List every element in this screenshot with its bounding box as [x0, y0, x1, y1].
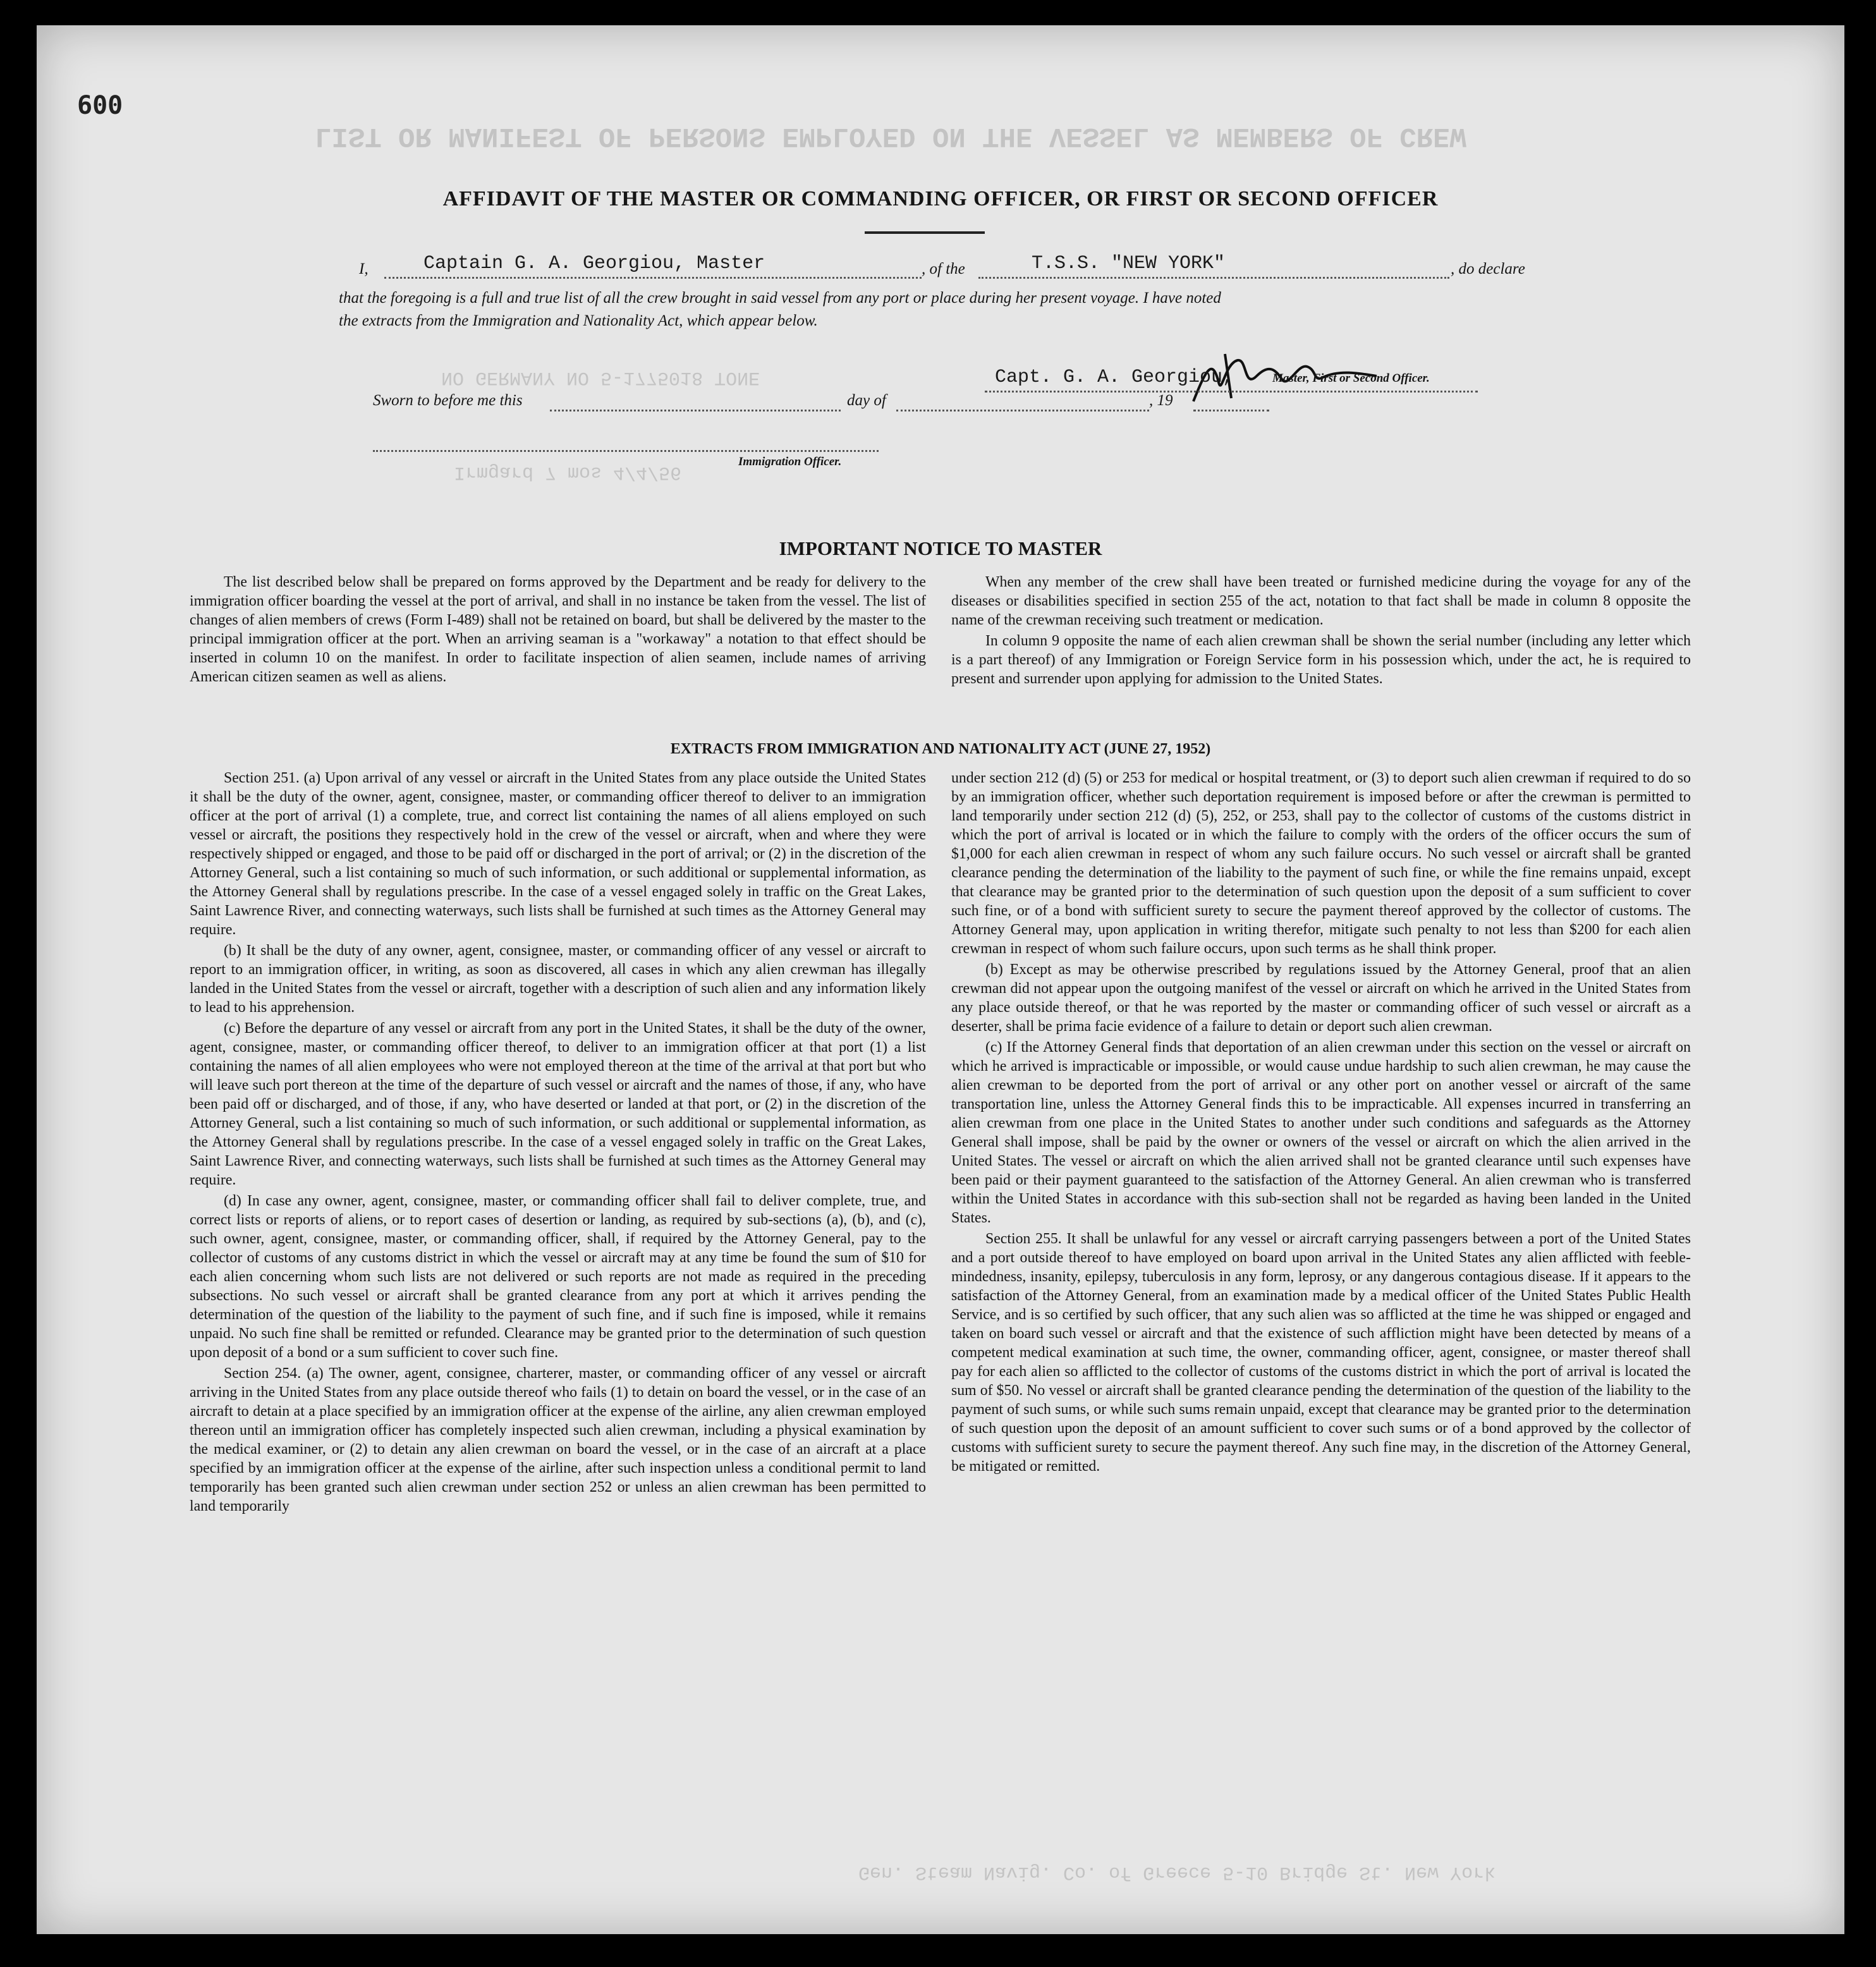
signature-line — [985, 391, 1478, 393]
sworn-day-line — [550, 410, 841, 411]
extracts-right-column — [951, 769, 1691, 1478]
extract-section-251d: (d) In case any owner, agent, consignee, master, or commanding officer shall fail to deliver complete, true, and correct lists or reports of aliens, or to report cases of desertion or landing, as required by sub-sections (a), (b), and (c), such owner, agent, consignee, master, or commanding officer, shall, if required by the Attorney General, pay to the collector of customs of any customs district in which the vessel or aircraft may at any time be found the sum of $10 for each alien concerning whom such lists are not delivered or such reports are not made as required in the preceding subsections. No such vessel or aircraft shall be granted clearance from any port at which it arrives pending the determination of the question of the liability to the payment of such fine, and if such fine is imposed, while it remains unpaid. No such fine shall be remitted or refunded. Clearance may be granted prior to the determination of such question upon deposit of a bond or a sum sufficient to cover such fine. — [190, 1193, 926, 1361]
day-of-label: day of — [847, 392, 886, 409]
declarant-name: Captain G. A. Georgiou, Master — [423, 253, 765, 274]
vessel-line — [978, 277, 1449, 279]
page-stamp-number: 600 — [77, 91, 123, 120]
extract-section-254b: (b) Except as may be otherwise prescribed by regulations issued by the Attorney General, proof that an alien crewman did not appear upon the outgoing manifest of the vessel or aircraft on which he arrived in the United States from any place outside thereof, or that he was reported by the master or commanding officer of such vessel or aircraft as a deserter, shall be prima facie evidence of a failure to detain or deport such alien crewman. — [951, 961, 1691, 1035]
extract-section-254a-cont: under section 212 (d) (5) or 253 for medical or hospital treatment, or (3) to deport such alien crewman if required to do so by an immigration officer, whether such deportation requirement is imposed before or after the crewman is permitted to land temporarily under section 212 (d) (5), 252, or 253, shall pay to the collector of customs of the customs district in which the port of arrival is located or in which the failure to comply with the orders of the officer occurs the sum of $1,000 for each alien crewman in respect of whom any such failure occurs. No such vessel or aircraft shall be granted clearance pending the determination of the liability to the payment of such fine, or while the fine remains unpaid, except that clearance may be granted prior to the determination of such question upon the deposit of a sum sufficient to cover such fine, or of a bond with sufficient surety to secure the payment thereof approved by the collector of customs. The Attorney General may, upon application in writing therefor, mitigate such penalty to not less than $200 for each alien crewman in respect of whom such failure occurs, upon such terms as he shall think proper. — [951, 770, 1691, 957]
extract-section-254c: (c) If the Attorney General finds that deportation of an alien crewman under this section on the vessel or aircraft on which he arrived is impracticable or impossible, or would cause undue hardship to such alien crewman, he may cause the alien crewman to be deported from the port of arrival or any other port on another vessel or aircraft of the same transportation line, unless the Attorney General finds this to be impracticable. All expenses incurred in transferring an alien crewman from one place in the United States to another under such conditions and safeguards as the Attorney General shall impose, shall be paid by the owner or owners of the vessel or aircraft on which the alien arrived in the United States. The vessel or aircraft on which the alien arrived shall not be granted clearance until such expenses have been paid or their payment guaranteed to the satisfaction of the Attorney General. An alien crewman who is transferred within the United States in accordance with this sub-section shall not be regarded as having been landed in the United States. — [951, 1039, 1691, 1226]
notice-right-paragraph-2: In column 9 opposite the name of each alien crewman shall be shown the serial number (including any letter which is a part thereof) of any Immigration or Foreign Service form in his possession which, under the act, he is required to present and surrender upon applying for admission to the United States. — [951, 633, 1691, 687]
document-page — [37, 25, 1844, 1934]
extract-section-251c: (c) Before the departure of any vessel or aircraft from any port in the United States, it shall be the duty of the owner, agent, consignee, master, or commanding officer thereof, to deliver to an immigration officer at that port (1) a list containing the names of all alien employees who were not employed thereon at the time of the arrival at that port but who will leave such port thereon at the time of the departure of such vessel or aircraft and the names of those, if any, who have been paid off or discharged, and of those, if any, who have deserted or landed at that port, or (2) in the discretion of the Attorney General, such a list containing so much of such information, or such additional or supplemental information, as the Attorney General shall by regulations prescribe. In the case of a vessel engaged solely in traffic on the Great Lakes, Saint Lawrence River, and connecting waterways, such lists shall be furnished at such times as the Attorney General may require. — [190, 1020, 926, 1188]
notice-right-column — [951, 573, 1691, 690]
vessel-name: T.S.S. "NEW YORK" — [1032, 253, 1226, 274]
extract-section-255: Section 255. It shall be unlawful for any vessel or aircraft carrying passengers between a port of the United States and a port outside thereof to have employed on board upon arrival in the United States any alien afflicted with feeble-mindedness, insanity, epilepsy, tuberculosis in any form, leprosy, or any dangerous contagious disease. If it appears to the satisfaction of the Attorney General, from an examination made by a medical officer of the United States Public Health Service, and is so certified by such officer, that any such alien was so afflicted at the time he was shipped or engaged and taken on board such vessel or aircraft and that the existence of such affliction might have been detected by means of a competent medical examination at such time, the owner, commanding officer, agent, consignee, or master thereof shall pay for each alien so afflicted to the collector of customs of the customs district in which the port of arrival is located the sum of $50. No vessel or aircraft shall be granted clearance pending the determination of the question of the liability to the payment of such sums, or while such sums remain unpaid, except that clearance may be granted prior to the determination of such question upon the deposit of an amount sufficient to cover such sums or of a bond approved by the collector of customs with sufficient surety to secure the payment thereof. Any such fine may, in the discretion of the Attorney General, be mitigated or remitted. — [951, 1231, 1691, 1475]
notice-left-column — [190, 573, 926, 688]
extracts-title: EXTRACTS FROM IMMIGRATION AND NATIONALITY ACT (JUNE 27, 1952) — [670, 741, 1211, 757]
i-label: I, — [359, 260, 368, 277]
affidavit-title: AFFIDAVIT OF THE MASTER OR COMMANDING OFFICER, OR FIRST OR SECOND OFFICER — [442, 187, 1439, 210]
bleed-through-header: LIST OR MANIFEST OF PERSONS EMPLOYED ON THE VESSEL AS MEMBERS OF CREW — [315, 120, 1466, 152]
extract-section-251a: Section 251. (a) Upon arrival of any vessel or aircraft in the United States from any place outside the United States it shall be the duty of the owner, agent, consignee, master, or commanding officer thereof to deliver to an immigration officer at the port of arrival (1) a complete, true, and correct list containing the names of all aliens employed on such vessel or aircraft, the positions they respectively hold in the crew of the vessel or aircraft, when and where they were respectively shipped or engaged, and those to be paid off or discharged in the port of arrival; or (2) in the discretion of the Attorney General, such a list containing so much of such information, or such additional or supplemental information, as the Attorney General shall by regulations prescribe. In the case of a vessel engaged solely in traffic on the Great Lakes, Saint Lawrence River, and connecting waterways, such lists shall be furnished at such times as the Attorney General may require. — [190, 770, 926, 938]
of-the-label: , of the — [922, 260, 965, 277]
notice-title: IMPORTANT NOTICE TO MASTER — [779, 537, 1102, 559]
notice-left-paragraph: The list described below shall be prepared on forms approved by the Department and be ready for delivery to the immigration officer boarding the vessel at the port of arrival, and shall in no instance be taken from the vessel. The list of changes of alien members of crews (Form I-489) shall not be retained on board, but shall be delivered by the master to the principal immigration officer at the port. When an arriving seaman is a "workaway" a notation to that effect should be inserted in column 10 on the manifest. In order to facilitate inspection of alien seamen, include names of arriving American citizen seamen as well as aliens. — [190, 574, 926, 685]
extract-section-254a: Section 254. (a) The owner, agent, consignee, charterer, master, or commanding officer of any vessel or aircraft arriving in the United States from any place outside thereof who fails (1) to detain on board the vessel, or in the case of an aircraft to detain at a place specified by an immigration officer at the expense of the airline, any alien crewman employed thereon until an immigration officer has completely inspected such alien crewman, including a physical examination by the medical examiner, or (2) to detain any alien crewman on board the vessel, or in the case of an aircraft at a place specified by an immigration officer at the expense of the airline, after such inspection unless a conditional permit to land temporarily has been granted such alien crewman under section 252 or unless an alien crewman has been permitted to land temporarily — [190, 1365, 926, 1514]
sworn-label: Sworn to before me this — [373, 392, 523, 409]
officer-signature-line — [373, 450, 879, 452]
bleed-through-row: Irmgard 7 mos 4/4/56 — [454, 461, 682, 483]
bleed-through-footer: Gen. Steam Navig. Co. of Greece 5-10 Bridge St. New York — [858, 1861, 1496, 1883]
declarant-line — [384, 277, 922, 279]
notice-right-paragraph-1: When any member of the crew shall have been treated or furnished medicine during the voyage for any of the diseases or disabilities specified in section 255 of the act, notation to that fact shall be made in column 8 opposite the name of the crewman receiving such treatment or medication. — [951, 574, 1691, 628]
signature-typed: Capt. G. A. Georgiou, — [995, 367, 1234, 388]
do-declare-label: , do declare — [1451, 260, 1525, 277]
sworn-year-line — [1193, 410, 1269, 411]
extracts-left-column — [190, 769, 926, 1518]
signature-title: Master, First or Second Officer. — [1272, 372, 1430, 385]
declaration-line-2: the extracts from the Immigration and Nationality Act, which appear below. — [339, 312, 818, 329]
bleed-through-row: NO GERMANY NO 5-1775018 TONE — [441, 367, 760, 388]
extract-section-251b: (b) It shall be the duty of any owner, agent, consignee, master, or commanding officer of any vessel or aircraft to report to an immigration officer, in writing, as soon as discovered, all cases in which any alien crewman has illegally landed in the United States from the vessel or aircraft, together with a description of such alien and any information likely to lead to his apprehension. — [190, 942, 926, 1016]
officer-label: Immigration Officer. — [738, 455, 842, 468]
title-rule — [865, 231, 985, 234]
year-label: , 19 — [1149, 392, 1173, 409]
sworn-month-line — [896, 410, 1149, 411]
declaration-line-1: that the foregoing is a full and true list of all the crew brought in said vessel from any port or place during her present voyage. I have noted — [339, 289, 1221, 307]
